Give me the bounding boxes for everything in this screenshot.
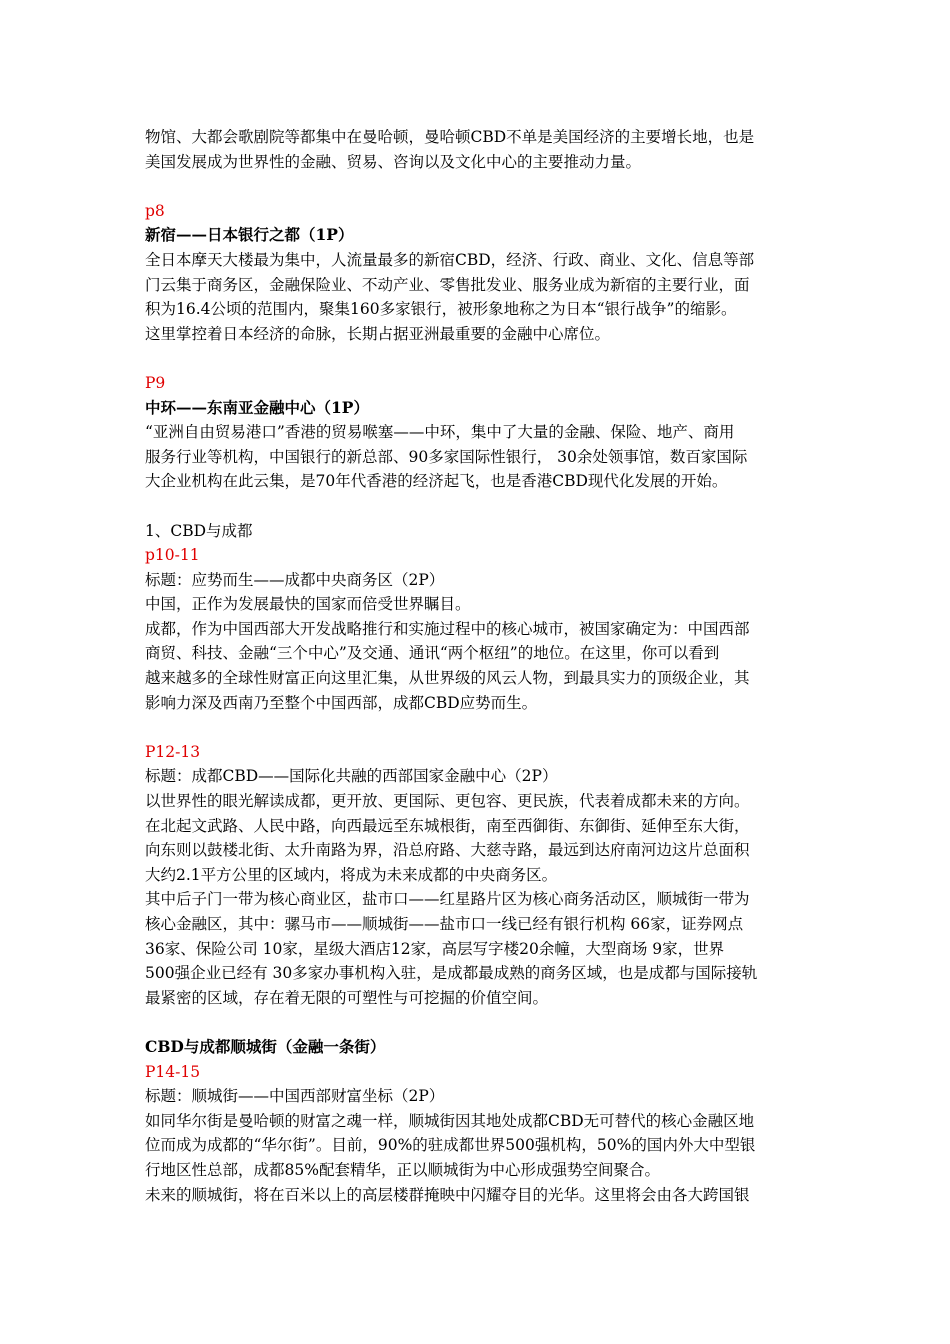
section-shuncheng-street [145, 1035, 815, 1207]
text-line: 门云集于商务区，金融保险业、不动产业、零售批发业、服务业成为新宿的主要行业，面 [145, 275, 750, 294]
text-line: 成都，作为中国西部大开发战略推行和实施过程中的核心城市，被国家确定为：中国西部 [145, 619, 750, 638]
spacer [145, 346, 815, 371]
text-line: 大企业机构在此云集，是70年代香港的经济起飞，也是香港CBD现代化发展的开始。 [145, 472, 728, 491]
page-marker: P14-15 [145, 1062, 201, 1081]
text-line: 越来越多的全球性财富正向这里汇集，从世界级的风云人物，到最具实力的顶级企业，其 [145, 669, 750, 688]
text-line: 美国发展成为世界性的金融、贸易、咨询以及文化中心的主要推动力量。 [145, 152, 642, 171]
spacer [145, 1010, 815, 1035]
page-marker: p10-11 [145, 546, 200, 565]
section-title: 标题：成都CBD——国际化共融的西部国家金融中心（2P） [145, 767, 558, 786]
text-line: 影响力深及西南乃至整个中国西部，成都CBD应势而生。 [145, 693, 538, 712]
text-line: 位而成为成都的“华尔街”。目前，90%的驻成都世界500强机构，50%的国内外大中型银 [145, 1136, 756, 1155]
document-page [145, 125, 815, 1207]
text-line: 物馆、大都会歌剧院等都集中在曼哈顿，曼哈顿CBD不单是美国经济的主要增长地，也是 [145, 128, 755, 146]
text-line: 行地区性总部，成都85%配套精华，正以顺城街为中心形成强势空间聚合。 [145, 1160, 660, 1179]
section-title: 中环——东南亚金融中心（1P） [145, 397, 369, 417]
text-line: 在北起文武路、人民中路，向西最远至东城根街，南至西御街、东御街、延伸至东大街， [145, 816, 750, 835]
text-line: 核心金融区，其中：骡马市——顺城街——盐市口一线已经有银行机构 66家，证券网点 [145, 915, 744, 933]
section-central [145, 371, 815, 494]
text-line: 服务行业等机构，中国银行的新总部、90多家国际性银行， 30余处领事馆，数百家国际 [145, 447, 748, 466]
text-line: 最紧密的区域，存在着无限的可塑性与可挖掘的价值空间。 [145, 988, 549, 1007]
text-line: 积为16.4公顷的范围内，聚集160多家银行，被形象地称之为日本“银行战争”的缩影。 [145, 300, 737, 319]
section-shinjuku [145, 199, 815, 347]
text-line: 未来的顺城街，将在百米以上的高层楼群掩映中闪耀夺目的光华。这里将会由各大跨国银 [145, 1185, 750, 1204]
spacer [145, 715, 815, 740]
spacer [145, 494, 815, 519]
title-text: 标题：应势而生——成都中央商务区（2P） [145, 570, 445, 589]
text-line: 这里掌控着日本经济的命脉，长期占据亚洲最重要的金融中心席位。 [145, 324, 611, 343]
section-chengdu-finance-center [145, 740, 815, 1011]
text-line: 大约2.1平方公里的区域内，将成为未来成都的中央商务区。 [145, 865, 558, 884]
text-line: 向东则以鼓楼北街、太升南路为界，沿总府路、大慈寺路，最远到达府南河边这片总面积 [145, 841, 750, 860]
text-line: 其中后子门一带为核心商业区，盐市口——红星路片区为核心商务活动区，顺城街一带为 [145, 890, 750, 909]
section-title: 标题：顺城街——中国西部财富坐标（2P） [145, 1087, 445, 1106]
section-title [145, 568, 815, 593]
page-marker: p8 [145, 201, 165, 220]
section-heading: CBD与成都顺城街（金融一条街） [145, 1036, 386, 1056]
text-line: 商贸、科技、金融“三个中心”及交通、通讯“两个枢纽”的地位。在这里，你可以看到 [145, 644, 720, 663]
page-marker: P9 [145, 373, 166, 392]
text-line: 如同华尔街是曼哈顿的财富之魂一样，顺城街因其地处成都CBD无可替代的核心金融区地 [145, 1111, 755, 1130]
spacer [145, 174, 815, 199]
text-line: 中国，正作为发展最快的国家而倍受世界瞩目。 [145, 595, 471, 614]
paragraph-manhattan [145, 125, 815, 174]
section-chengdu-cbd [145, 519, 815, 716]
page-marker: P12-13 [145, 742, 201, 761]
text-line: “亚洲自由贸易港口”香港的贸易喉塞——中环，集中了大量的金融、保险、地产、商用 [145, 423, 735, 442]
text-line: 全日本摩天大楼最为集中，人流量最多的新宿CBD，经济、行政、商业、文化、信息等部 [145, 250, 755, 269]
text-line: 以世界性的眼光解读成都，更开放、更国际、更包容、更民族，代表着成都未来的方向。 [145, 792, 750, 811]
text-line: 36家、保险公司 10家，星级大酒店12家，高层写字楼20余幢，大型商场 9家，世界 [145, 939, 725, 958]
text-line: 500强企业已经有 30多家办事机构入驻，是成都最成熟的商务区域，也是成都与国际接轨 [145, 964, 758, 983]
section-title: 新宿——日本银行之都（1P） [145, 225, 354, 245]
section-heading: 1、CBD与成都 [145, 521, 253, 540]
